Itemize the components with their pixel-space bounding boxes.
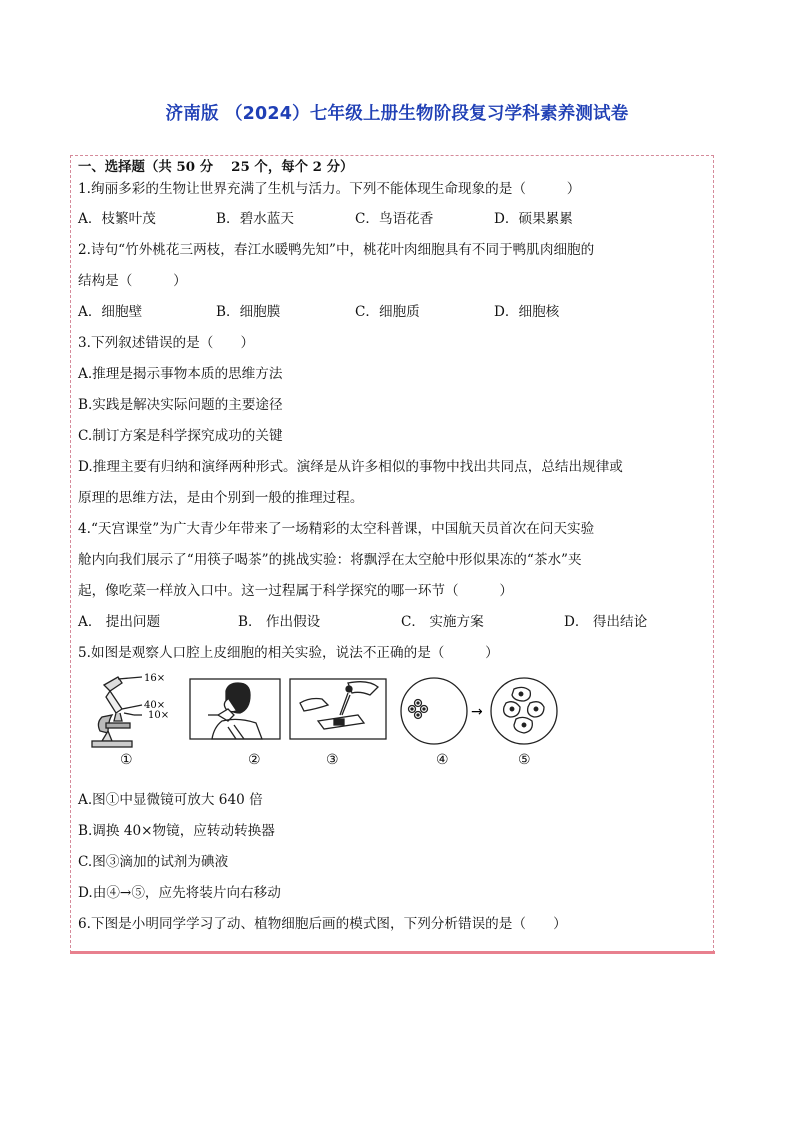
question-5-figure: [78, 669, 710, 768]
figure-label-5: ⑤: [518, 752, 531, 768]
option-d: D.由④→⑤，应先将装片向右移动: [78, 885, 281, 901]
mag-objective-low-label: 10×: [148, 710, 170, 721]
option-d: D．硕果累累: [494, 211, 573, 227]
rinsing-mouth-drawing: [190, 679, 280, 739]
slide-preparation-drawing: [290, 679, 386, 739]
figure-spacer: [78, 761, 710, 785]
option-a: A．枝繁叶茂: [78, 211, 156, 227]
option-a: A．细胞壁: [78, 304, 143, 320]
option-a: A.推理是揭示事物本质的思维方法: [78, 366, 283, 382]
option-c: C.图③滴加的试剂为碘液: [78, 854, 229, 870]
option-d: D.推理主要有归纳和演绎两种形式。演绎是从许多相似的事物中找出共同点，总结出规律或: [78, 459, 623, 475]
question-2-stem-line2: 结构是（ ）: [78, 273, 187, 289]
option-c: C.制订方案是科学探究成功的关键: [78, 428, 283, 444]
option-d: D． 得出结论: [564, 614, 648, 630]
option-a: A． 提出问题: [78, 614, 161, 630]
question-3-stem: 3.下列叙述错误的是（ ）: [78, 335, 255, 351]
question-content: [78, 158, 710, 940]
mag-objective-high-label: 40×: [144, 700, 166, 711]
option-d-continued: 原理的思维方法，是由个别到一般的推理过程。: [78, 490, 364, 506]
question-6-stem: 6.下图是小明同学学习了动、植物细胞后画的模式图，下列分析错误的是（ ）: [78, 916, 567, 932]
option-d: D．细胞核: [494, 304, 560, 320]
option-c: C．鸟语花香: [355, 211, 434, 227]
question-5-stem: 5.如图是观察人口腔上皮细胞的相关实验，说法不正确的是（ ）: [78, 645, 499, 661]
option-b: B．碧水蓝天: [216, 211, 294, 227]
option-c: C．细胞质: [355, 304, 420, 320]
figure-label-2: ②: [248, 752, 261, 768]
option-a: A.图①中显微镜可放大 640 倍: [78, 792, 263, 808]
question-1-options: [78, 204, 710, 235]
option-b: B.调换 40×物镜，应转动转换器: [78, 823, 275, 839]
figure-label-4: ④: [436, 752, 449, 768]
field-of-view-small-drawing: [401, 678, 467, 744]
question-4-stem-line1: 4.“天宫课堂”为广大青少年带来了一场精彩的太空科普课，中国航天员首次在问天实验: [78, 521, 595, 537]
question-2-options: [78, 297, 710, 328]
page-title: 济南版 （2024）七年级上册生物阶段复习学科素养测试卷: [165, 104, 629, 124]
section-heading: 一、选择题（共 50 分 25 个，每个 2 分）: [78, 159, 354, 175]
field-of-view-large-drawing: [491, 678, 557, 744]
question-4-stem-line3: 起，像吃菜一样放入口中。这一过程属于科学探究的哪一环节（ ）: [78, 583, 513, 599]
option-b: B．细胞膜: [216, 304, 281, 320]
option-b: B． 作出假设: [238, 614, 321, 630]
figure-label-1: ①: [120, 752, 133, 768]
question-4-stem-line2: 舱内向我们展示了“用筷子喝茶”的挑战实验：将飘浮在太空舱中形似果冻的“茶水”夹: [78, 552, 582, 568]
frame-bottom-bar: [70, 951, 715, 954]
question-4-options: [78, 607, 710, 638]
microscope-drawing: [92, 677, 142, 747]
figure-label-3: ③: [326, 752, 339, 768]
option-c: C． 实施方案: [401, 614, 484, 630]
experiment-figure: [78, 669, 710, 761]
question-2-stem-line1: 2.诗句“竹外桃花三两枝，春江水暖鸭先知”中，桃花叶肉细胞具有不同于鸭肌肉细胞的: [78, 242, 595, 258]
mag-eyepiece-label: 16×: [144, 673, 166, 684]
question-1-stem: 1.绚丽多彩的生物让世界充满了生机与活力。下列不能体现生命现象的是（ ）: [78, 181, 581, 197]
option-b: B.实践是解决实际问题的主要途径: [78, 397, 283, 413]
arrow-glyph: →: [471, 704, 483, 720]
